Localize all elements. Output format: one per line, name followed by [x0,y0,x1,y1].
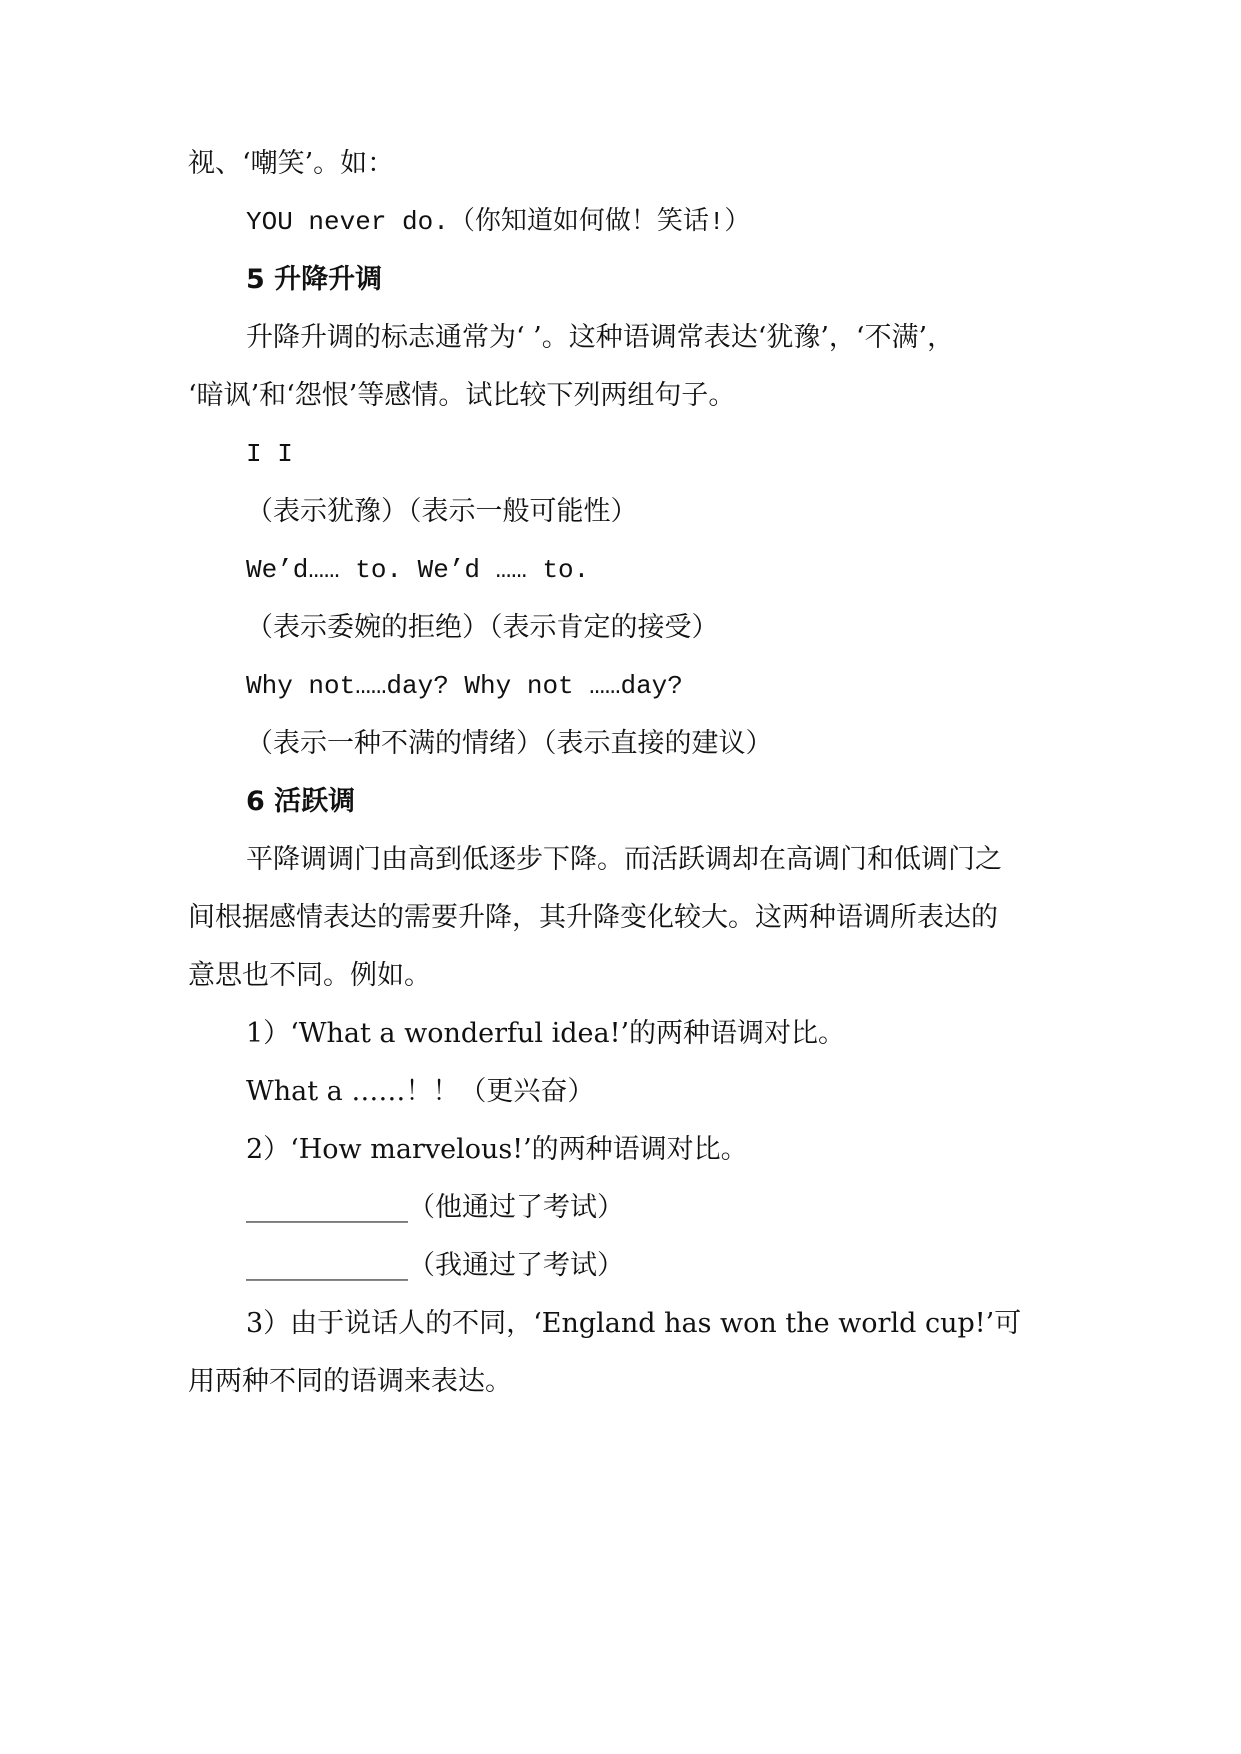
example-line: I I [246,439,293,469]
example-line: ____________（他通过了考试） [246,1192,624,1223]
example-line: Why not……day? Why not ……day? [246,671,683,701]
paragraph-line: 升降升调的标志通常为‘ ’。这种语调常表达‘犹豫’，‘不满’， [246,322,955,353]
section-heading: 5 升降升调 [246,264,383,295]
example-note: （表示犹豫）（表示一般可能性） [246,496,638,527]
section-heading: 6 活跃调 [246,786,356,817]
paragraph-line: ‘暗讽’和‘怨恨’等感情。试比较下列两组句子。 [188,380,736,411]
example-line: ____________（我通过了考试） [246,1250,624,1281]
example-note: （表示一种不满的情绪）（表示直接的建议） [246,728,773,759]
paragraph-line: 视、‘嘲笑’。如： [188,148,395,179]
paragraph-line: 用两种不同的语调来表达。 [188,1366,512,1397]
example-line: What a ……！！（更兴奋） [246,1076,595,1107]
paragraph-line: 平降调调门由高到低逐步下降。而活跃调却在高调门和低调门之 [246,844,1002,875]
paragraph-line: 3）由于说话人的不同，‘England has won the world cup!’可 [246,1308,1022,1339]
example-note: （表示委婉的拒绝）（表示肯定的接受） [246,612,719,643]
example-line: YOU never do.（你知道如何做！笑话!） [246,207,751,237]
example-line: We’d…… to. We’d …… to. [246,555,590,585]
paragraph-line: 意思也不同。例如。 [188,960,431,991]
paragraph-line: 间根据感情表达的需要升降，其升降变化较大。这两种语调所表达的 [188,902,998,933]
example-line: 2）‘How marvelous!’的两种语调对比。 [246,1134,748,1165]
example-line: 1）‘What a wonderful idea!’的两种语调对比。 [246,1018,846,1049]
